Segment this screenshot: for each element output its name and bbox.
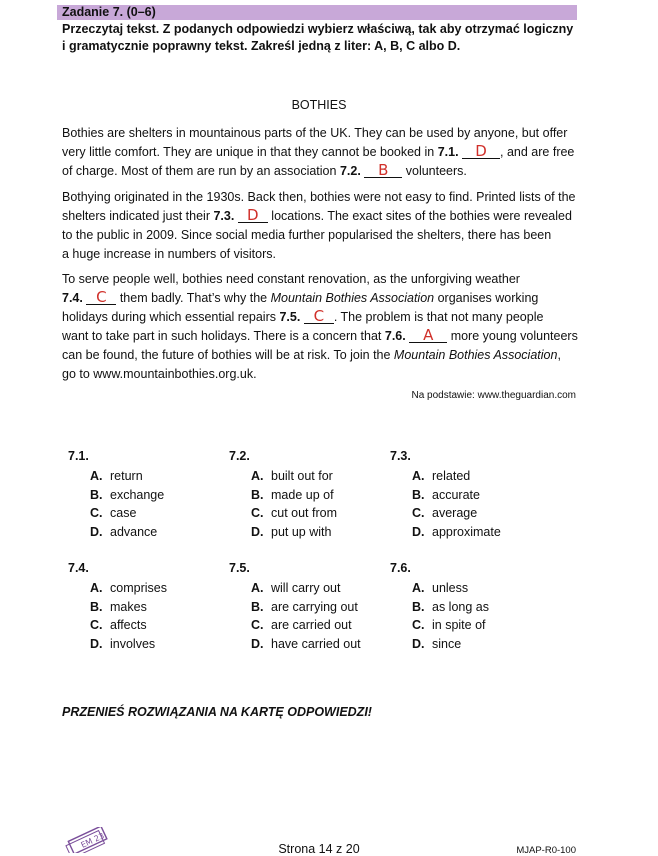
question-number: 7.3.: [390, 449, 411, 463]
answer-option[interactable]: [68, 598, 167, 617]
instruction-line-2: i gramatycznie poprawny tekst. Zakreśl jedną z liter: A, B, C albo D.: [62, 39, 461, 53]
option-letter: C.: [251, 506, 264, 520]
gap-label-7-4: 7.4.: [62, 291, 83, 305]
answer-7-6[interactable]: A: [409, 328, 447, 343]
option-text: involves: [110, 636, 156, 651]
answer-option[interactable]: [390, 467, 501, 486]
option-letter: C.: [90, 506, 103, 520]
option-text: are carried out: [271, 618, 352, 632]
text: holidays during which essential repairs: [62, 310, 280, 324]
task-header: Zadanie 7. (0–6): [57, 5, 577, 20]
option-text: exchange: [110, 487, 165, 502]
logo-text: EM 23: [79, 831, 106, 850]
source-note: Na podstawie: www.theguardian.com: [411, 390, 576, 401]
option-text: since: [432, 636, 462, 651]
option-text: accurate: [432, 487, 480, 502]
p1-line-1: Bothies are shelters in mountainous parts of the UK. They can be used by anyone, but offer: [62, 126, 568, 140]
answer-option[interactable]: [229, 635, 361, 654]
transfer-note: PRZENIEŚ ROZWIĄZANIA NA KARTĘ ODPOWIEDZI!: [62, 705, 372, 719]
option-text: comprises: [110, 581, 167, 595]
answer-option[interactable]: [390, 598, 489, 617]
answer-option[interactable]: [390, 523, 501, 542]
option-letter: C.: [412, 506, 425, 520]
text: can be found, the future of bothies will be at risk. To join the: [62, 348, 394, 362]
option-letter: B.: [412, 487, 425, 502]
text: volunteers.: [402, 164, 467, 178]
answer-option[interactable]: [229, 523, 337, 542]
question-7-3: [390, 449, 501, 541]
option-letter: B.: [251, 487, 264, 502]
gap-label-7-5: 7.5.: [279, 310, 301, 324]
text: . The problem is that not many people: [333, 310, 544, 324]
text: very little comfort. They are unique in that they cannot be booked in: [62, 145, 438, 159]
answer-option[interactable]: [390, 486, 501, 505]
option-letter: C.: [412, 618, 425, 632]
option-letter: C.: [251, 618, 264, 632]
question-number: 7.4.: [68, 561, 89, 575]
option-text: built out for: [271, 469, 333, 483]
answer-option[interactable]: [229, 467, 337, 486]
option-text: affects: [110, 618, 147, 632]
question-number: 7.2.: [229, 449, 250, 463]
page-number: Strona 14 z 20: [278, 842, 360, 856]
p1-line-3: [62, 162, 578, 181]
answer-7-1[interactable]: D: [462, 144, 500, 159]
gap-label-7-1: 7.1.: [437, 145, 459, 159]
answer-7-2[interactable]: B: [364, 163, 402, 178]
p3-line-6: go to www.mountainbothies.org.uk.: [62, 367, 257, 381]
option-text: average: [432, 506, 478, 520]
question-number: 7.5.: [229, 561, 250, 575]
instruction-line-1: Przeczytaj tekst. Z podanych odpowiedzi wybierz właściwą, tak aby otrzymać logiczny: [62, 22, 574, 36]
text: shelters indicated just their: [62, 209, 214, 223]
text: more young volunteers: [447, 329, 578, 343]
option-letter: D.: [412, 524, 425, 539]
answer-option[interactable]: [390, 616, 489, 635]
p3-line-4: [62, 327, 578, 346]
answer-option[interactable]: [229, 486, 337, 505]
text: , and are free: [500, 145, 575, 159]
paragraph-3: [62, 270, 578, 384]
option-text: approximate: [432, 524, 501, 539]
p2-line-3: to the public in 2009. Since social media further popularised the shelters, there has been: [62, 228, 552, 242]
answer-7-5[interactable]: C: [304, 309, 334, 324]
option-text: advance: [110, 524, 158, 539]
text: organises working: [434, 291, 539, 305]
option-text: unless: [432, 581, 469, 595]
option-letter: B.: [90, 487, 103, 502]
option-text: related: [432, 469, 471, 483]
option-text: return: [110, 469, 143, 483]
answer-option[interactable]: [229, 598, 361, 617]
answer-option[interactable]: [68, 523, 164, 542]
answer-7-4[interactable]: C: [86, 290, 116, 305]
article-title: BOTHIES: [291, 98, 347, 112]
question-7-2: [229, 449, 337, 541]
p2-line-1: Bothying originated in the 1930s. Back then, bothies were not easy to find. Printed lists of the: [62, 190, 576, 204]
p3-line-1: To serve people well, bothies need constant renovation, as the unforgiving weather: [62, 272, 520, 286]
answer-option[interactable]: [390, 504, 501, 523]
question-7-6: [390, 561, 489, 653]
gap-label-7-3: 7.3.: [213, 209, 235, 223]
option-letter: B.: [90, 599, 103, 614]
answer-option[interactable]: [68, 616, 167, 635]
p1-line-2: [62, 143, 578, 162]
question-number: 7.6.: [390, 561, 411, 575]
exam-code: MJAP-R0-100: [516, 845, 576, 856]
text: ,: [557, 348, 561, 362]
option-text: put up with: [271, 524, 332, 539]
option-text: makes: [110, 599, 147, 614]
option-text: will carry out: [271, 581, 341, 595]
answer-option[interactable]: [390, 635, 489, 654]
answer-option[interactable]: [229, 579, 361, 598]
association-name: Mountain Bothies Association: [270, 291, 435, 305]
question-7-4: [68, 561, 167, 653]
option-letter: A.: [251, 469, 264, 483]
paragraph-2: [62, 188, 578, 264]
option-letter: D.: [412, 636, 425, 651]
question-7-1: [68, 449, 164, 541]
option-text: are carrying out: [271, 599, 358, 614]
p3-line-2: [62, 289, 578, 308]
option-letter: A.: [412, 581, 425, 595]
text: want to take part in such holidays. There is a concern that: [62, 329, 385, 343]
option-text: case: [110, 506, 137, 520]
option-letter: D.: [90, 636, 103, 651]
option-letter: B.: [251, 599, 264, 614]
answer-option[interactable]: [229, 616, 361, 635]
answer-option[interactable]: [68, 486, 164, 505]
text: them badly. That’s why the: [116, 291, 271, 305]
option-letter: B.: [412, 599, 425, 614]
p3-line-3: [62, 308, 578, 327]
question-number: 7.1.: [68, 449, 89, 463]
gap-label-7-6: 7.6.: [384, 329, 406, 343]
option-text: have carried out: [271, 636, 361, 651]
question-7-5: [229, 561, 361, 653]
option-letter: D.: [251, 636, 264, 651]
gap-label-7-2: 7.2.: [339, 164, 361, 178]
option-text: made up of: [271, 487, 334, 502]
answer-option[interactable]: [390, 579, 489, 598]
answer-option[interactable]: [229, 504, 337, 523]
answer-option[interactable]: [68, 635, 167, 654]
option-letter: A.: [251, 581, 264, 595]
option-letter: D.: [251, 524, 264, 539]
p3-line-5: [62, 346, 578, 365]
option-letter: A.: [90, 469, 103, 483]
text: of charge. Most of them are run by an association: [62, 164, 340, 178]
p2-line-4: a huge increase in numbers of visitors.: [62, 247, 276, 261]
answer-option[interactable]: [68, 504, 164, 523]
answer-7-3[interactable]: D: [238, 208, 268, 223]
text: locations. The exact sites of the bothies were revealed: [267, 209, 572, 223]
option-letter: A.: [90, 581, 103, 595]
option-text: cut out from: [271, 506, 337, 520]
p2-line-2: [62, 207, 578, 226]
option-text: as long as: [432, 599, 489, 614]
paragraph-1: [62, 124, 578, 181]
option-letter: C.: [90, 618, 103, 632]
option-letter: D.: [90, 524, 103, 539]
answer-option[interactable]: [68, 579, 167, 598]
option-text: in spite of: [432, 618, 486, 632]
association-name: Mountain Bothies Association: [393, 348, 558, 362]
option-letter: A.: [412, 469, 425, 483]
answer-option[interactable]: [68, 467, 164, 486]
